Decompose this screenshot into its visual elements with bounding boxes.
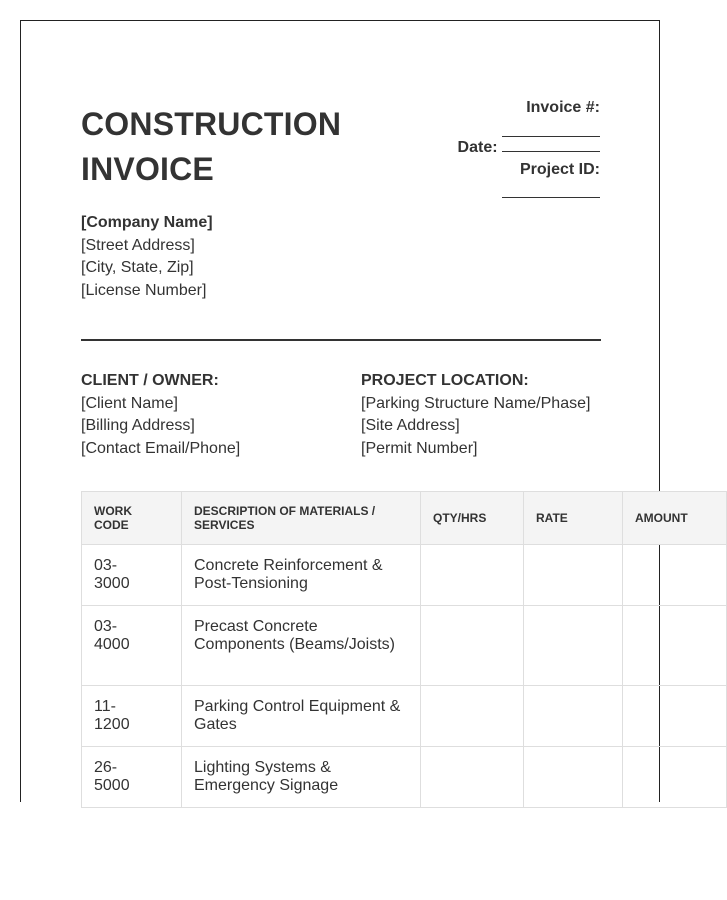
amount-cell[interactable]	[623, 606, 727, 686]
description-cell: Parking Control Equipment & Gates	[182, 686, 421, 747]
amount-cell[interactable]	[623, 686, 727, 747]
work-code-cell: 03- 3000	[82, 545, 182, 606]
rate-cell[interactable]	[524, 686, 623, 747]
section-divider	[81, 339, 601, 341]
location-permit: [Permit Number]	[361, 439, 478, 457]
location-heading: PROJECT LOCATION:	[361, 372, 529, 389]
invoice-number-row	[380, 96, 600, 120]
company-name: [Company Name]	[81, 214, 213, 231]
qty-cell[interactable]	[421, 545, 524, 606]
invoice-number-blank[interactable]	[502, 120, 600, 137]
qty-cell[interactable]	[421, 686, 524, 747]
table-row	[82, 747, 727, 808]
client-contact: [Contact Email/Phone]	[81, 439, 241, 457]
amount-cell[interactable]	[623, 747, 727, 808]
invoice-title: CONSTRUCTION INVOICE	[81, 106, 342, 187]
location-site: [Site Address]	[361, 417, 460, 434]
table-row	[82, 606, 727, 686]
client-name: [Client Name]	[81, 394, 178, 412]
project-id-blank[interactable]	[502, 181, 600, 198]
description-cell: Lighting Systems & Emergency Signage	[182, 747, 421, 808]
date-blank[interactable]	[502, 150, 600, 152]
invoice-sheet	[20, 20, 688, 802]
work-code-cell: 26- 5000	[82, 747, 182, 808]
rate-cell[interactable]	[524, 545, 623, 606]
description-cell: Concrete Reinforcement & Post-Tensioning	[182, 545, 421, 606]
header-description: DESCRIPTION OF MATERIALS / SERVICES	[182, 492, 421, 545]
header-qty-hrs: QTY/HRS	[421, 492, 524, 545]
invoice-number-label: Invoice #:	[526, 99, 600, 116]
date-row	[380, 137, 600, 159]
company-city: [City, State, Zip]	[81, 259, 194, 276]
invoice-meta	[380, 96, 600, 198]
table-row	[82, 686, 727, 747]
date-label: Date:	[457, 139, 498, 156]
header-rate: RATE	[524, 492, 623, 545]
header-work-code: WORK CODE	[82, 492, 182, 545]
table-header-row	[82, 492, 727, 545]
amount-cell[interactable]	[623, 545, 727, 606]
client-block	[81, 370, 240, 460]
rate-cell[interactable]	[524, 747, 623, 808]
items-table	[81, 491, 727, 808]
project-id-label: Project ID:	[519, 161, 600, 178]
client-heading: CLIENT / OWNER:	[81, 372, 219, 389]
header-amount: AMOUNT	[623, 492, 727, 545]
work-code-cell: 03- 4000	[82, 606, 182, 686]
qty-cell[interactable]	[421, 606, 524, 686]
company-block	[81, 212, 213, 302]
company-license: [License Number]	[81, 281, 207, 299]
project-location-block	[361, 370, 590, 460]
project-id-row	[380, 159, 600, 181]
table-row	[82, 545, 727, 606]
rate-cell[interactable]	[524, 606, 623, 686]
company-street: [Street Address]	[81, 236, 195, 254]
description-cell: Precast Concrete Components (Beams/Joists)	[182, 606, 421, 686]
location-structure: [Parking Structure Name/Phase]	[361, 394, 591, 412]
qty-cell[interactable]	[421, 747, 524, 808]
client-billing: [Billing Address]	[81, 417, 195, 434]
work-code-cell: 11- 1200	[82, 686, 182, 747]
